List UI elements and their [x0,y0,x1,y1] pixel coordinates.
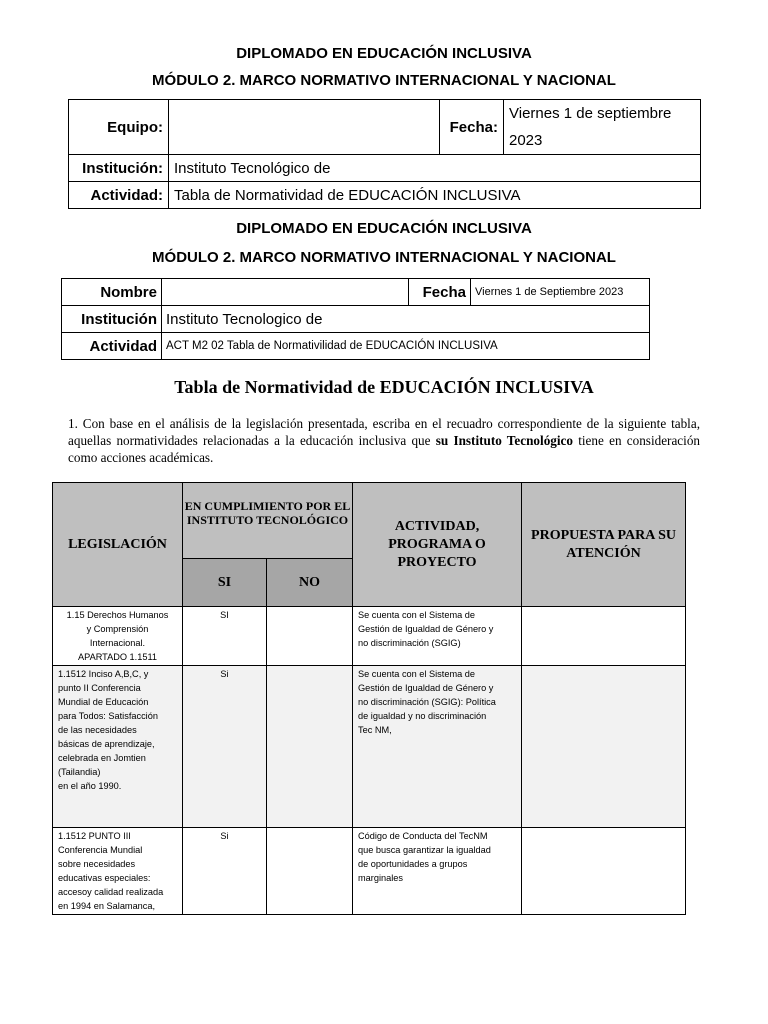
text-line: básicas de aprendizaje, [58,739,155,749]
text-line: sobre necesidades [58,859,136,869]
text-line: para Todos: Satisfacción [58,711,158,721]
text-line: (Tailandia) [58,767,101,777]
actividad-label: Actividad: [69,182,169,209]
institucion-field-2[interactable]: Instituto Tecnologico de [162,306,650,333]
instructions-text-start: 1. Con base en el análisis de la legislación presentada, escriba en el recuadro correspondiente de la siguiente tabla, aquellas normatividades relacionadas a la educación inclusiva que [68,416,700,448]
text-line: de igualdad y no discriminación [358,711,487,721]
header-propuesta: PROPUESTA PARA SU ATENCIÓN [522,483,686,607]
text-line: Internacional. [89,638,146,648]
si-cell[interactable]: SI [183,607,267,666]
header-no: NO [267,559,353,607]
fecha-line-1: Viernes 1 de septiembre [509,105,672,122]
fecha-line-2: 2023 [509,132,543,149]
text-line: en el año 1990. [58,781,122,791]
table-row [53,666,686,828]
no-cell[interactable] [267,666,353,828]
text-line: educativas especiales: [58,873,151,883]
text-line: Se cuenta con el Sistema de [358,669,475,679]
fecha-field-2[interactable]: Viernes 1 de Septiembre 2023 [471,279,650,306]
propuesta-cell[interactable] [522,666,686,828]
actividad-cell[interactable] [353,666,522,828]
fecha-label-2: Fecha [409,279,471,306]
equipo-field[interactable] [169,100,440,155]
institucion-label: Institución: [69,155,169,182]
header-table-2 [61,278,650,360]
instructions-text-bold: su Instituto Tecnológico [435,433,573,448]
text-line: 1.15 Derechos Humanos [66,610,169,620]
text-line: accesoy calidad realizada [58,887,164,897]
actividad-cell[interactable] [353,607,522,666]
text-line: Tec NM, [358,725,392,735]
normatividad-table [52,482,686,915]
text-line: Se cuenta con el Sistema de [358,610,475,620]
legislacion-cell [53,828,183,915]
no-cell[interactable] [267,607,353,666]
text-line: APARTADO 1.1511 [78,652,157,662]
nombre-label: Nombre [62,279,162,306]
text-line: de oportunidades a grupos [358,859,468,869]
text-line: no discriminación (SGIG): Política [358,697,496,707]
document-subtitle-2: MÓDULO 2. MARCO NORMATIVO INTERNACIONAL Y NACIONAL [152,249,616,266]
equipo-label: Equipo: [69,100,169,155]
legislacion-cell [53,607,183,666]
text-line: Conferencia Mundial [58,845,143,855]
header-si: SI [183,559,267,607]
table-row [53,607,686,666]
document-title-2: DIPLOMADO EN EDUCACIÓN INCLUSIVA [236,220,532,237]
text-line: en 1994 en Salamanca, [58,901,156,911]
actividad-label-2: Actividad [62,333,162,360]
fecha-label: Fecha: [440,100,504,155]
instructions-text-end: tiene en consideración como acciones académicas. [68,433,701,465]
actividad-cell[interactable] [353,828,522,915]
header-cumplimiento: EN CUMPLIMIENTO POR EL INSTITUTO TECNOLÓGICO [183,483,353,559]
legislacion-cell [53,666,183,828]
section-title: Tabla de Normatividad de EDUCACIÓN INCLUSIVA [174,377,594,397]
propuesta-cell[interactable] [522,607,686,666]
text-line: y Comprensión [86,624,149,634]
nombre-field[interactable] [162,279,409,306]
actividad-field-2[interactable]: ACT M2 02 Tabla de Normativilidad de EDUCACIÓN INCLUSIVA [162,333,650,360]
institucion-field[interactable]: Instituto Tecnológico de [169,155,701,182]
fecha-field[interactable] [504,100,701,155]
header-actividad: ACTIVIDAD, PROGRAMA O PROYECTO [353,483,522,607]
text-line: punto II Conferencia [58,683,141,693]
text-line: no discriminación (SGIG) [358,638,461,648]
text-line: de las necesidades [58,725,137,735]
text-line: Gestión de Igualdad de Género y [358,624,494,634]
text-line: marginales [358,873,403,883]
document-title-1: DIPLOMADO EN EDUCACIÓN INCLUSIVA [236,45,532,62]
si-cell[interactable]: Si [183,666,267,828]
header-legislacion: LEGISLACIÓN [53,483,183,607]
text-line: que busca garantizar la igualdad [358,845,491,855]
instructions-paragraph [68,415,700,466]
table-row [53,828,686,915]
institucion-label-2: Institución [62,306,162,333]
text-line: Código de Conducta del TecNM [358,831,488,841]
si-cell[interactable]: Si [183,828,267,915]
header-table-1 [68,99,701,209]
text-line: Mundial de Educación [58,697,149,707]
no-cell[interactable] [267,828,353,915]
text-line: Gestión de Igualdad de Género y [358,683,494,693]
propuesta-cell[interactable] [522,828,686,915]
actividad-field[interactable]: Tabla de Normatividad de EDUCACIÓN INCLUSIVA [169,182,701,209]
document-subtitle-1: MÓDULO 2. MARCO NORMATIVO INTERNACIONAL Y NACIONAL [152,72,616,89]
text-line: 1.1512 Inciso A,B,C, y [58,669,149,679]
text-line: 1.1512 PUNTO III [58,831,131,841]
text-line: celebrada en Jomtien [58,753,146,763]
